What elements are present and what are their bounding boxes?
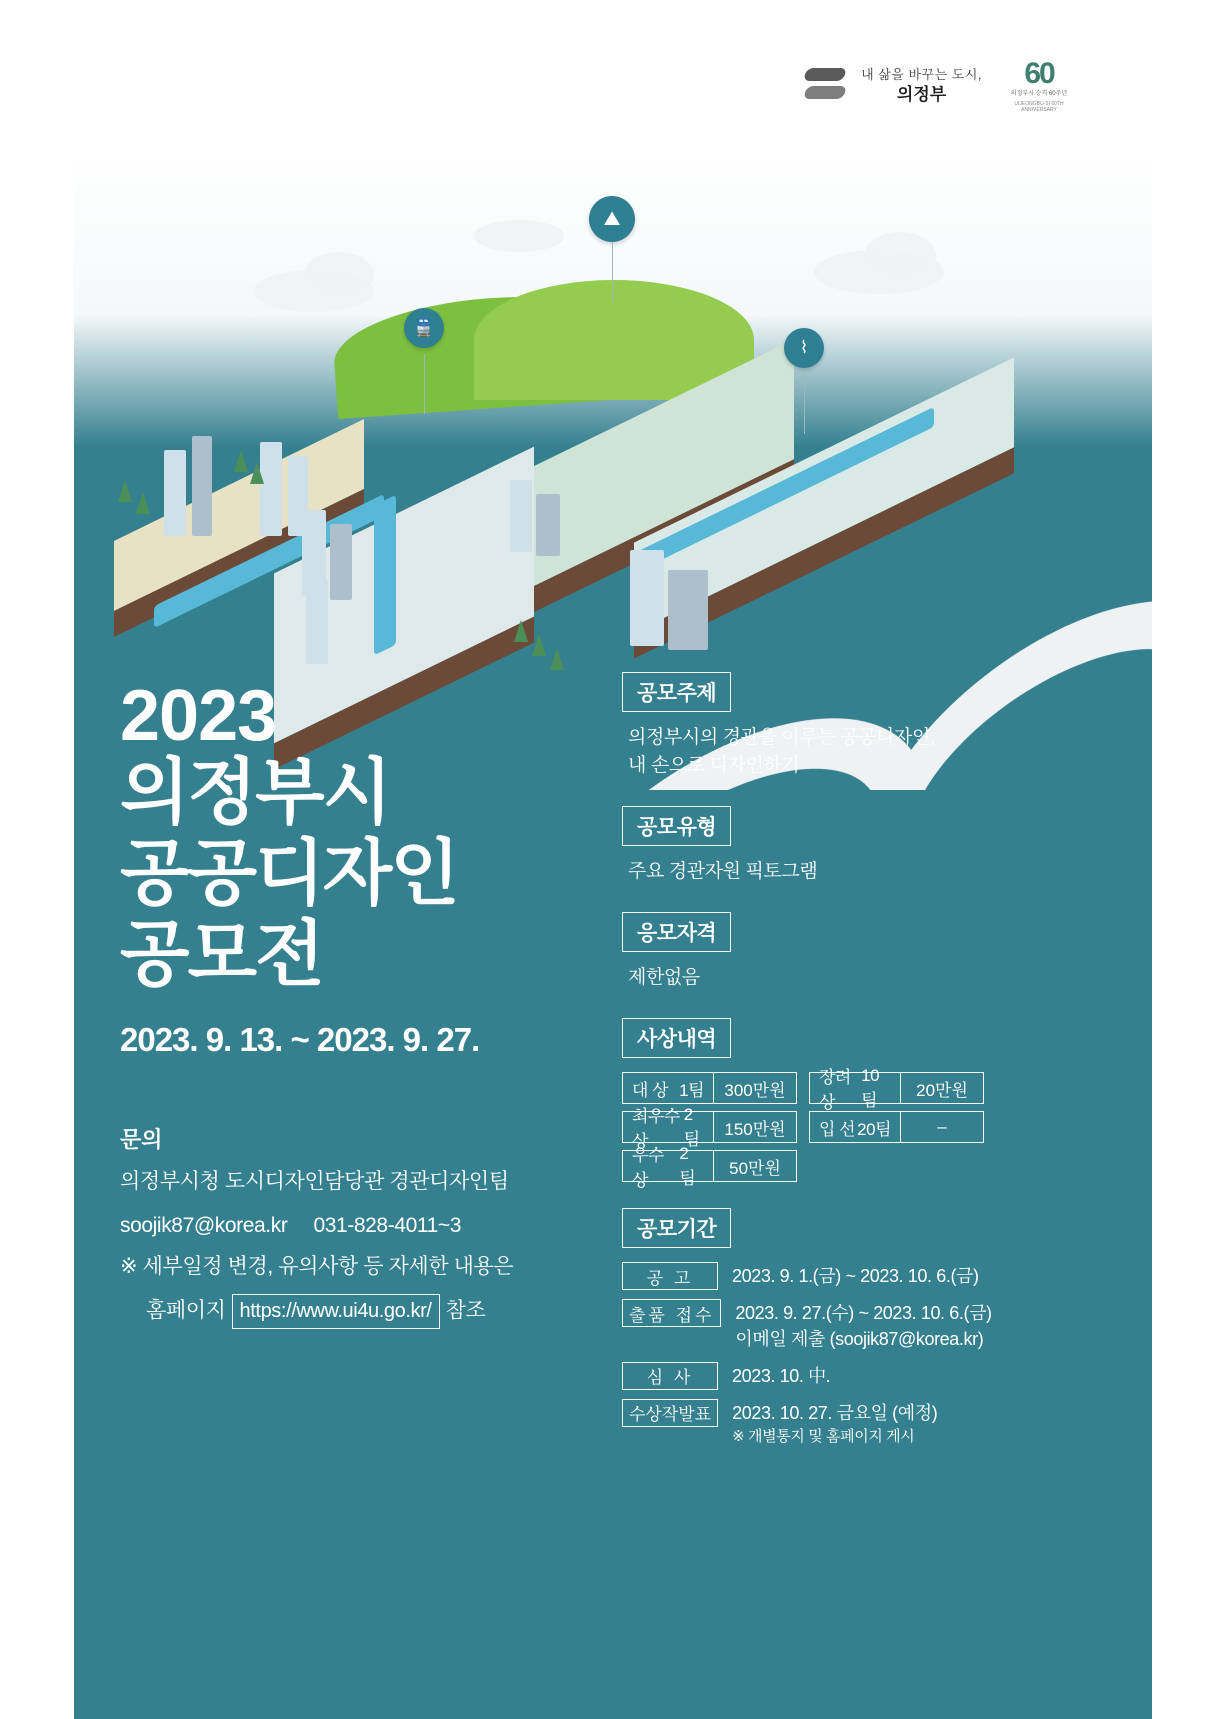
schedule-value: 2023. 10. 中. bbox=[732, 1365, 831, 1386]
cloud-icon bbox=[474, 220, 564, 252]
award-row-empty bbox=[809, 1150, 984, 1180]
section-type-label: 공모유형 bbox=[622, 806, 731, 846]
anniversary-number: 60 bbox=[1024, 57, 1054, 91]
award-count: 10팀 bbox=[861, 1065, 880, 1110]
schedule-key: 수상작발표 bbox=[622, 1399, 718, 1427]
award-prize: – bbox=[900, 1112, 983, 1142]
section-topic-body-line2: 내 손으로 디자인하기 bbox=[628, 755, 800, 777]
section-type bbox=[622, 806, 1082, 886]
stream-pin-icon: ⌇ bbox=[784, 328, 824, 368]
building-shape bbox=[192, 436, 212, 536]
cloud-icon bbox=[304, 252, 374, 298]
schedule-subvalue: 이메일 제출 (soojik87@korea.kr) bbox=[735, 1328, 984, 1349]
poster-title-line-3: 공모전 bbox=[120, 914, 323, 995]
contact-heading: 문의 bbox=[120, 1127, 163, 1153]
train-pin-icon: 🚆 bbox=[404, 308, 444, 348]
award-count: 1팀 bbox=[679, 1080, 704, 1100]
schedule-row bbox=[622, 1262, 1082, 1290]
section-topic bbox=[622, 672, 1082, 780]
poster-left-column bbox=[120, 676, 590, 1329]
schedule-table bbox=[622, 1262, 1082, 1447]
schedule-row bbox=[622, 1399, 1082, 1448]
award-prize: 300만원 bbox=[713, 1073, 796, 1103]
award-row bbox=[809, 1065, 984, 1113]
uijeongbu-city-logo bbox=[805, 66, 982, 106]
award-prize: 50만원 bbox=[713, 1151, 796, 1181]
tree-icon bbox=[234, 450, 248, 472]
section-topic-body-line1: 의정부시의 경관을 이루는 공공디자인, bbox=[628, 727, 935, 748]
tree-icon bbox=[532, 634, 546, 656]
river-path bbox=[374, 495, 396, 656]
anniversary-logo bbox=[1000, 50, 1078, 122]
page-header bbox=[0, 0, 1226, 150]
logo-group bbox=[805, 50, 1078, 122]
schedule-row bbox=[622, 1299, 1082, 1352]
note-line: ※ 세부일정 변경, 유의사항 등 자세한 내용은 bbox=[120, 1255, 514, 1279]
building-shape bbox=[510, 480, 532, 552]
city-slogan: 내 삶을 바꾸는 도시, bbox=[861, 67, 982, 83]
anniversary-subtitle-en: UIJEONGBU-SI 60TH ANNIVERSARY bbox=[1014, 100, 1064, 113]
schedule-value: 2023. 10. 27. 금요일 (예정) bbox=[732, 1402, 938, 1423]
section-awards-label: 사상내역 bbox=[622, 1018, 731, 1058]
building-shape bbox=[330, 524, 352, 600]
building-shape bbox=[260, 442, 282, 536]
city-name: 의정부 bbox=[896, 84, 947, 104]
building-shape bbox=[536, 494, 560, 556]
poster-year: 2023 bbox=[120, 676, 277, 756]
schedule-row bbox=[622, 1362, 1082, 1390]
schedule-key: 출품 접수 bbox=[622, 1299, 721, 1327]
poster-right-column bbox=[622, 672, 1082, 1473]
award-count: 2팀 bbox=[683, 1104, 700, 1149]
contact-email[interactable]: soojik87@korea.kr bbox=[120, 1213, 288, 1237]
tree-icon bbox=[118, 480, 132, 502]
anniversary-subtitle: 의정부시 승격 60주년 bbox=[1010, 91, 1068, 98]
building-shape bbox=[630, 550, 664, 646]
award-name: 최우수상 bbox=[632, 1107, 680, 1152]
poster-title-line-1: 의정부시 bbox=[120, 753, 391, 834]
section-schedule-label: 공모기간 bbox=[622, 1208, 731, 1248]
tree-icon bbox=[514, 620, 528, 642]
section-topic-body bbox=[628, 724, 1082, 780]
poster-body bbox=[74, 0, 1152, 1719]
award-prize: 20만원 bbox=[900, 1073, 983, 1103]
homepage-suffix: 참조 bbox=[445, 1298, 486, 1322]
award-row bbox=[622, 1143, 797, 1191]
section-awards bbox=[622, 1018, 1082, 1191]
city-swoosh-icon bbox=[805, 66, 851, 106]
contact-line bbox=[120, 1210, 590, 1242]
award-name: 장려상 bbox=[819, 1068, 851, 1113]
tree-icon bbox=[550, 648, 564, 670]
schedule-value: 2023. 9. 1.(금) ~ 2023. 10. 6.(금) bbox=[732, 1266, 979, 1287]
award-name: 우수상 bbox=[632, 1146, 664, 1191]
poster-period: 2023. 9. 13. ~ 2023. 9. 27. bbox=[120, 1021, 480, 1059]
section-eligibility-body: 제한없음 bbox=[628, 967, 700, 989]
building-shape bbox=[668, 570, 708, 650]
building-shape bbox=[164, 450, 186, 536]
section-eligibility-label: 응모자격 bbox=[622, 912, 731, 952]
cloud-icon bbox=[864, 232, 936, 280]
award-count: 20팀 bbox=[857, 1119, 891, 1139]
contact-org: 의정부시청 도시디자인담당관 경관디자인팀 bbox=[120, 1170, 509, 1194]
schedule-key: 공 고 bbox=[622, 1262, 718, 1290]
award-name: 입 선 bbox=[819, 1119, 856, 1139]
award-row bbox=[622, 1072, 797, 1104]
poster-title-line-2: 공공디자인 bbox=[120, 834, 458, 915]
homepage-line bbox=[120, 1294, 590, 1329]
homepage-url[interactable]: https://www.ui4u.go.kr/ bbox=[232, 1294, 440, 1329]
section-schedule bbox=[622, 1208, 1082, 1447]
mountain-pin-icon: ⛰ bbox=[589, 196, 635, 242]
awards-table bbox=[622, 1065, 1082, 1191]
award-row bbox=[622, 1104, 797, 1152]
award-row bbox=[809, 1111, 984, 1143]
section-eligibility bbox=[622, 912, 1082, 992]
award-name: 대 상 bbox=[632, 1080, 669, 1100]
section-type-body: 주요 경관자원 픽토그램 bbox=[628, 861, 818, 883]
tree-icon bbox=[250, 462, 264, 484]
award-prize: 150만원 bbox=[713, 1112, 796, 1142]
schedule-subvalue: ※ 개별통지 및 홈페이지 게시 bbox=[732, 1428, 915, 1446]
award-count: 2팀 bbox=[679, 1143, 696, 1188]
tree-icon bbox=[136, 492, 150, 514]
building-shape bbox=[306, 580, 328, 664]
schedule-key: 심 사 bbox=[622, 1362, 718, 1390]
section-topic-label: 공모주제 bbox=[622, 672, 731, 712]
schedule-value: 2023. 9. 27.(수) ~ 2023. 10. 6.(금) bbox=[735, 1303, 992, 1324]
homepage-prefix: 홈페이지 bbox=[146, 1298, 226, 1322]
contact-phone: 031-828-4011~3 bbox=[313, 1213, 462, 1237]
